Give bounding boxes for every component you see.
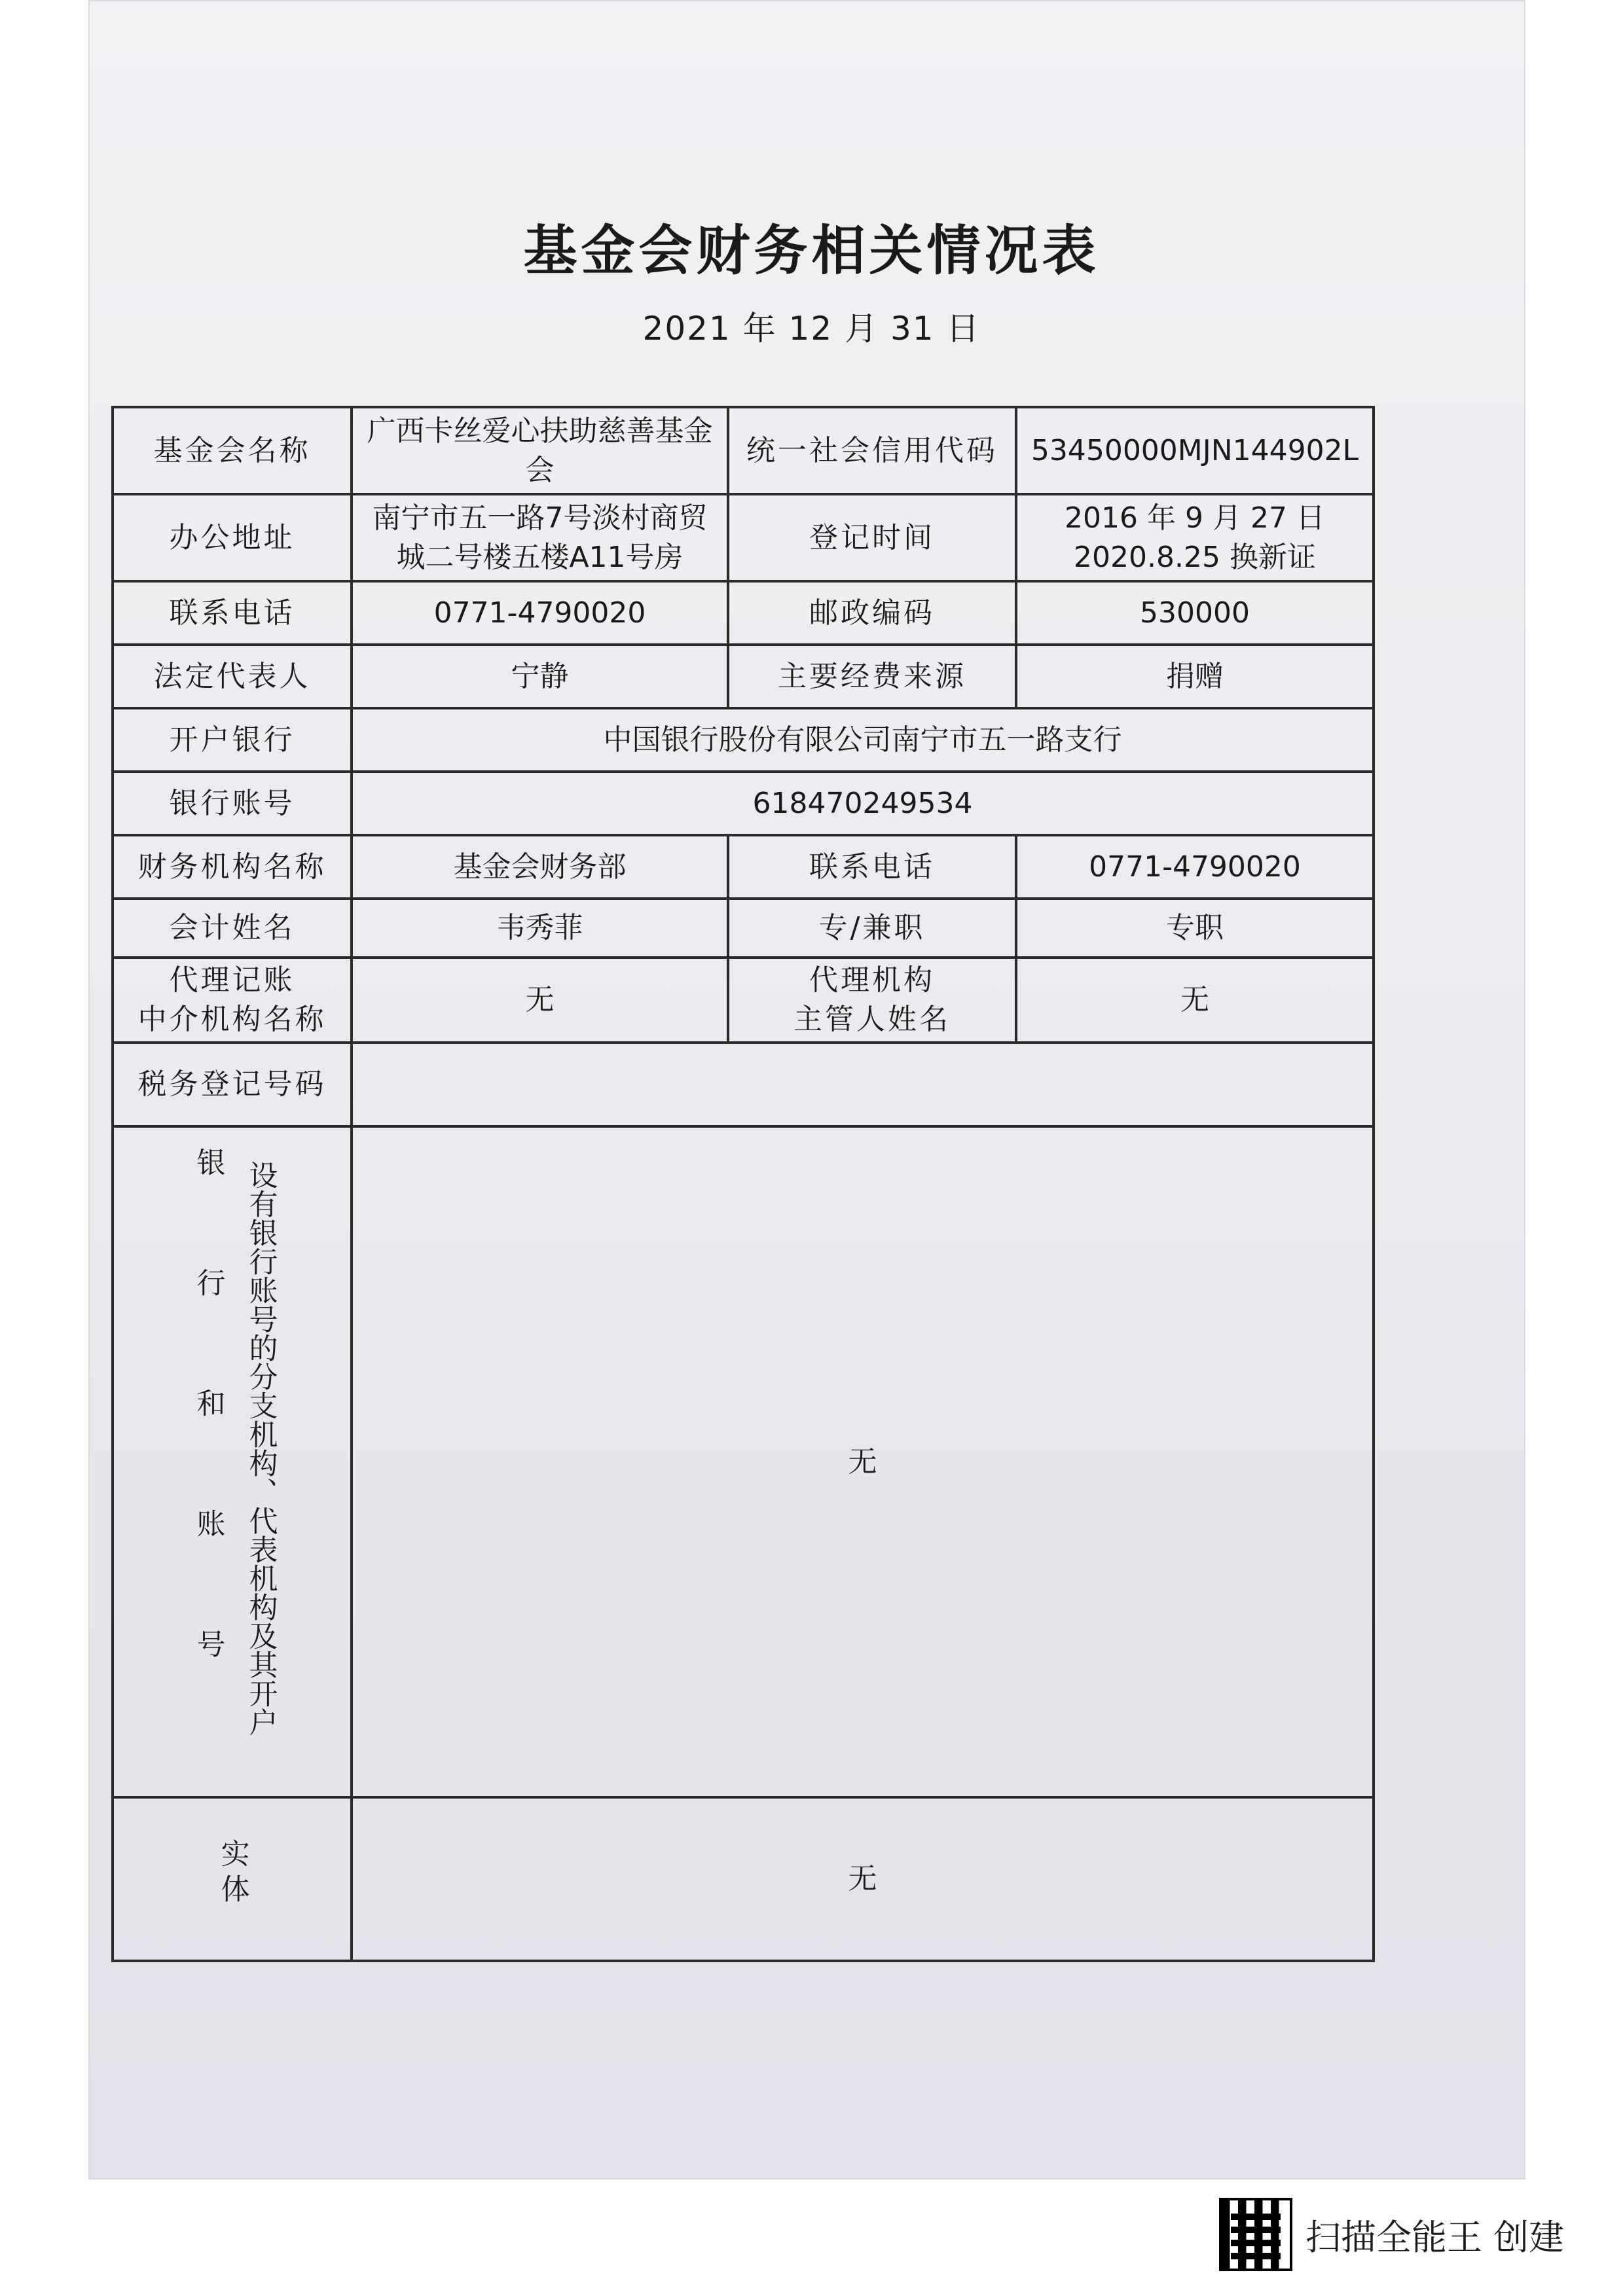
agent-value: 无 (352, 958, 728, 1043)
branch-inner-label: 设有银行账号的分支机构、代表机构及其开户 (244, 1160, 278, 1736)
phone-label: 联系电话 (113, 581, 352, 645)
fulltime-label: 专/兼职 (728, 899, 1016, 958)
postal-label: 邮政编码 (728, 581, 1016, 645)
postal-value: 530000 (1016, 581, 1374, 645)
agent-head-label-line2: 主管人姓名 (793, 1003, 951, 1036)
branch-value: 无 (352, 1126, 1374, 1797)
tax-value (352, 1043, 1374, 1126)
tax-label: 税务登记号码 (113, 1043, 352, 1126)
registration-label: 登记时间 (728, 494, 1016, 581)
fulltime-value: 专职 (1016, 899, 1374, 958)
registration-date: 2016 年 9 月 27 日 (1065, 501, 1325, 535)
finance-phone-value: 0771-4790020 (1016, 835, 1374, 899)
entity-label (113, 1797, 352, 1961)
finance-table (111, 406, 1375, 1962)
agent-head-value: 无 (1016, 958, 1374, 1043)
finance-phone-label: 联系电话 (728, 835, 1016, 899)
funding-label: 主要经费来源 (728, 645, 1016, 708)
funding-value: 捐赠 (1016, 645, 1374, 708)
name-label: 基金会名称 (113, 407, 352, 494)
agent-head-label-line1: 代理机构 (809, 963, 935, 997)
name-value: 广西卡丝爱心扶助慈善基金会 (352, 407, 728, 494)
bank-value: 中国银行股份有限公司南宁市五一路支行 (352, 708, 1374, 772)
entity-label-text: 实体 (215, 1839, 249, 1909)
finance-org-label: 财务机构名称 (113, 835, 352, 899)
bank-label: 开户银行 (113, 708, 352, 772)
address-value: 南宁市五一路7号淡村商贸城二号楼五楼A11号房 (352, 494, 728, 581)
agent-label-line1: 代理记账 (169, 963, 295, 997)
branch-label (113, 1126, 352, 1797)
credit-code-value: 53450000MJN144902L (1016, 407, 1374, 494)
finance-org-value: 基金会财务部 (352, 835, 728, 899)
legal-rep-label: 法定代表人 (113, 645, 352, 708)
accountant-label: 会计姓名 (113, 899, 352, 958)
qr-code-icon (1219, 2198, 1292, 2271)
branch-outer-label: 银行和账号 (191, 1147, 225, 1749)
report-date: 2021 年 12 月 31 日 (642, 310, 981, 348)
agent-head-label (728, 958, 1016, 1043)
scanner-watermark (1219, 2195, 1612, 2274)
account-value: 618470249534 (352, 772, 1374, 835)
registration-value (1016, 494, 1374, 581)
registration-renewal: 2020.8.25 换新证 (1074, 540, 1316, 574)
account-label: 银行账号 (113, 772, 352, 835)
agent-label-line2: 中介机构名称 (137, 1003, 327, 1036)
accountant-value: 韦秀菲 (352, 899, 728, 958)
entity-value: 无 (352, 1797, 1374, 1961)
watermark-text: 扫描全能王 创建 (1305, 2216, 1565, 2258)
credit-code-label: 统一社会信用代码 (728, 407, 1016, 494)
legal-rep-value: 宁静 (352, 645, 728, 708)
agent-label (113, 958, 352, 1043)
phone-value: 0771-4790020 (352, 581, 728, 645)
page-title: 基金会财务相关情况表 (523, 219, 1100, 282)
address-label: 办公地址 (113, 494, 352, 581)
